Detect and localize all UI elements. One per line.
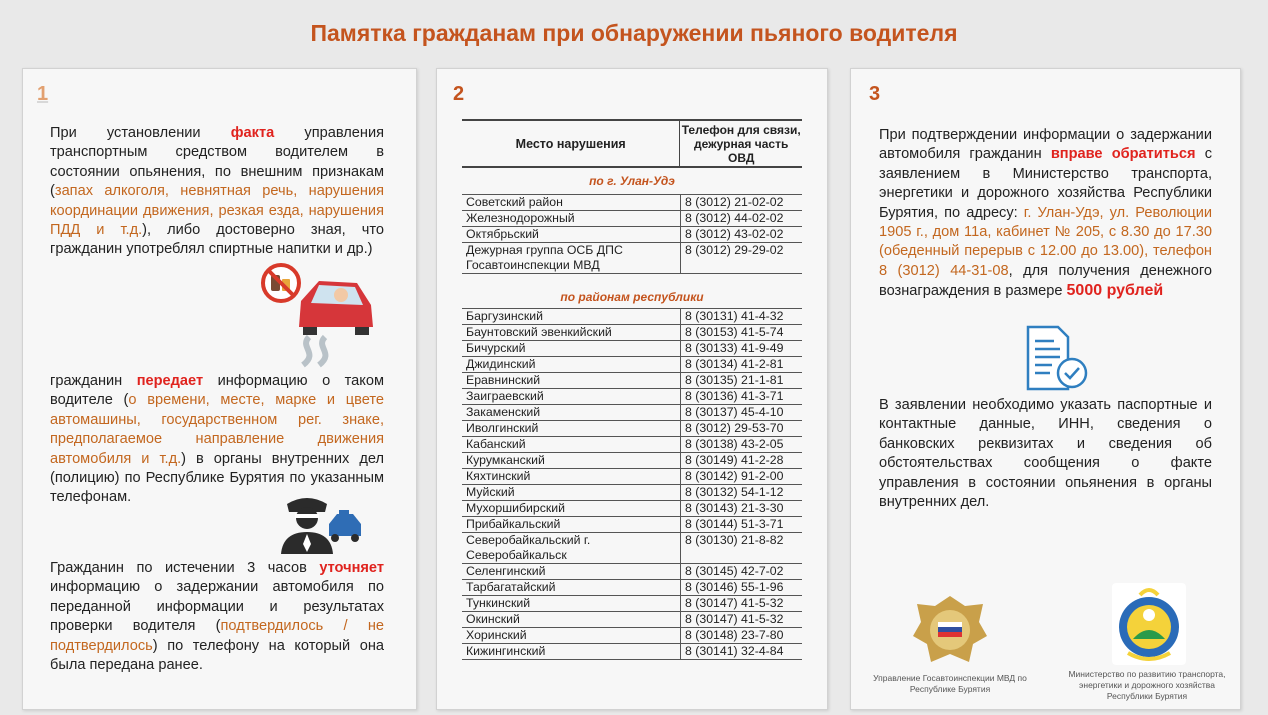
- signs-list: запах алкоголя, невнятная речь, нарушения координации движения, резкая езда, нарушения ПДД и т.д.: [50, 183, 384, 239]
- text: гражданин: [50, 373, 137, 389]
- column-header-place: Место нарушения: [515, 136, 626, 151]
- step-number: 1: [37, 83, 49, 105]
- step-1-paragraph-2: [50, 372, 384, 508]
- table-row: [462, 453, 802, 469]
- highlight: передает: [136, 373, 204, 389]
- drunk-driver-illustration: [259, 261, 381, 369]
- cell-place: Хоринский: [466, 628, 527, 642]
- info-list: о времени, месте, марке и цвете автомашины, государственном рег. знаке, предполагаемое направление движения автомобиля и т.д.: [50, 392, 384, 467]
- table-row: [462, 501, 802, 517]
- text: При подтверждении информации о задержании автомобиля гражданин: [879, 127, 1212, 163]
- cell-place: Курумканский: [466, 453, 545, 467]
- cell-place: Тункинский: [466, 596, 531, 610]
- table-row: [462, 628, 802, 644]
- step-3-paragraph-2: В заявлении необходимо указать паспортные и контактные данные, ИНН, сведения о банковских реквизитах и сведения об обстоятельствах сообщения о факте управления в состоянии опьянения в органы внутренних дел.: [879, 397, 1212, 511]
- text: информацию о задержании автомобиля по переданной информации и результатах проверки водителя (: [50, 579, 384, 635]
- table-row: [462, 357, 802, 373]
- cell-place: Кижингинский: [466, 644, 546, 658]
- table-row: [462, 211, 802, 227]
- logo-caption-ministry: Министерство по развитию транспорта, энергетики и дорожного хозяйства Республики Бурятия: [1068, 669, 1226, 701]
- table-row: [462, 564, 802, 580]
- table-row: [462, 517, 802, 533]
- table-row: [462, 325, 802, 341]
- table-row: [462, 227, 802, 243]
- cell-place: Иволгинский: [466, 421, 539, 435]
- step-1-paragraph: [50, 124, 384, 260]
- cell-place: Закаменский: [466, 405, 541, 419]
- cell-phone: 8 (30145) 42-7-02: [680, 564, 802, 579]
- drunk-car-icon: [299, 281, 373, 365]
- cell-place: Тарбагатайский: [466, 580, 556, 594]
- cell-place: Северобайкальский г. Северобайкальск: [466, 533, 591, 562]
- text: ) по телефону на который она была передана ранее.: [50, 637, 384, 674]
- step-3-card: [850, 68, 1241, 710]
- table-row: [462, 469, 802, 485]
- cell-phone: 8 (30147) 41-5-32: [680, 612, 802, 627]
- table-row: [462, 389, 802, 405]
- cell-phone: 8 (3012) 44-02-02: [680, 211, 802, 226]
- text: с заявлением в Министерство транспорта, энергетики и дорожного хозяйства Республики Бурятия, по адресу:: [879, 146, 1212, 221]
- police-car-icon: [329, 510, 361, 542]
- cell-phone: 8 (30138) 43-2-05: [680, 437, 802, 452]
- step-1-paragraph-3: [50, 559, 384, 675]
- cell-phone: 8 (30142) 91-2-00: [680, 469, 802, 484]
- table-row: [462, 243, 802, 274]
- cell-phone: 8 (30147) 41-5-32: [680, 596, 802, 611]
- cell-place: Баргузинский: [466, 309, 543, 323]
- step-number: 3: [869, 83, 881, 105]
- table-row: [462, 341, 802, 357]
- table-row: [462, 194, 802, 211]
- section-regions: по районам республики: [560, 290, 704, 304]
- document-check-icon: [1024, 325, 1090, 393]
- cell-place: Бичурский: [466, 341, 526, 355]
- page-title: Памятка гражданам при обнаружении пьяного водителя: [310, 20, 958, 46]
- column-header-phone: Телефон для связи, дежурная часть ОВД: [679, 121, 802, 166]
- traffic-police-emblem: [909, 592, 991, 672]
- result-options: подтвердилось / не подтвердилось: [50, 618, 384, 654]
- cell-phone: 8 (30146) 55-1-96: [680, 580, 802, 595]
- table-row: [462, 308, 802, 325]
- step-number: 2: [453, 83, 465, 105]
- cell-place: Кяхтинский: [466, 469, 531, 483]
- table-row: [462, 437, 802, 453]
- table-header: [462, 119, 802, 168]
- city-rows: [462, 194, 802, 274]
- region-rows: [462, 308, 802, 660]
- table-row: [462, 580, 802, 596]
- table-row: [462, 405, 802, 421]
- text: ), либо достоверно зная, что гражданин употреблял спиртные напитки и др.): [50, 222, 384, 258]
- logo-caption-police: Управление Госавтоинспекции МВД по Республике Бурятия: [873, 673, 1027, 694]
- cell-phone: 8 (30137) 45-4-10: [680, 405, 802, 420]
- cell-place: Железнодорожный: [466, 211, 575, 225]
- highlight: факта: [230, 125, 275, 141]
- cell-phone: 8 (30135) 21-1-81: [680, 373, 802, 388]
- cell-phone: 8 (30153) 41-5-74: [680, 325, 802, 340]
- no-alcohol-icon: [263, 265, 299, 301]
- cell-place: Заиграевский: [466, 389, 544, 403]
- text: Гражданин по истечении 3 часов: [50, 560, 320, 576]
- cell-phone: 8 (30132) 54-1-12: [680, 485, 802, 500]
- cell-phone: 8 (3012) 43-02-02: [680, 227, 802, 242]
- cell-place: Советский район: [466, 195, 563, 209]
- cell-place: Мухоршибирский: [466, 501, 565, 515]
- highlight: вправе обратиться: [1050, 146, 1196, 163]
- cell-place: Муйский: [466, 485, 515, 499]
- cell-place: Прибайкальский: [466, 517, 561, 531]
- text: При установлении: [50, 125, 231, 141]
- cell-phone: 8 (3012) 29-29-02: [680, 243, 802, 273]
- cell-phone: 8 (30133) 41-9-49: [680, 341, 802, 356]
- cell-phone: 8 (30144) 51-3-71: [680, 517, 802, 532]
- step-3-paragraph: [879, 126, 1212, 302]
- cell-phone: 8 (30141) 32-4-84: [680, 644, 802, 659]
- cell-place: Баунтовский эвенкийский: [466, 325, 612, 339]
- cell-phone: 8 (30131) 41-4-32: [680, 309, 802, 324]
- table-row: [462, 373, 802, 389]
- cell-phone: 8 (30143) 21-3-30: [680, 501, 802, 516]
- table-row: [462, 421, 802, 437]
- police-officer-icon: [279, 492, 363, 554]
- text: , для получения денежного вознаграждения в размере: [879, 262, 1212, 300]
- text: информацию о таком водителе (: [50, 373, 384, 409]
- text: ) в органы внутренних дел (полицию) по Республике Бурятия по указанным телефонам.: [50, 450, 384, 506]
- address: г. Улан-Удэ, ул. Революции 1905 г., дом 11а, кабинет № 205, с 8.30 до 17.30 (обеденный перерыв с 12.00 до 13.00), телефон 8 (3012) 44-31-08: [879, 204, 1212, 279]
- table-row: [462, 485, 802, 501]
- step-2-card: [436, 68, 828, 710]
- cell-phone: 8 (3012) 21-02-02: [680, 195, 802, 210]
- buryatia-emblem: [1110, 581, 1188, 667]
- cell-place: Кабанский: [466, 437, 526, 451]
- cell-phone: 8 (30149) 41-2-28: [680, 453, 802, 468]
- cell-place: Октябрьский: [466, 227, 539, 241]
- cell-phone: 8 (30130) 21-8-82: [680, 533, 802, 563]
- table-row: [462, 612, 802, 628]
- cell-phone: 8 (3012) 29-53-70: [680, 421, 802, 436]
- table-row: [462, 596, 802, 612]
- reward-amount: 5000 рублей: [1066, 282, 1164, 300]
- cell-place: Джидинский: [466, 357, 536, 371]
- text: управления транспортным средством водителем в состоянии опьянения, по внешним признакам (: [50, 125, 384, 200]
- section-city: по г. Улан-Удэ: [589, 174, 675, 188]
- highlight: уточняет: [319, 560, 384, 576]
- table-row: [462, 533, 802, 564]
- cell-phone: 8 (30134) 41-2-81: [680, 357, 802, 372]
- cell-phone: 8 (30136) 41-3-71: [680, 389, 802, 404]
- cell-place: Дежурная группа ОСБ ДПС Госавтоинспекции МВД: [466, 243, 623, 272]
- cell-place: Еравнинский: [466, 373, 541, 387]
- phone-table: [462, 119, 802, 660]
- cell-phone: 8 (30148) 23-7-80: [680, 628, 802, 643]
- cell-place: Селенгинский: [466, 564, 546, 578]
- cell-place: Окинский: [466, 612, 520, 626]
- table-row: [462, 644, 802, 660]
- step-1-card: [22, 68, 417, 710]
